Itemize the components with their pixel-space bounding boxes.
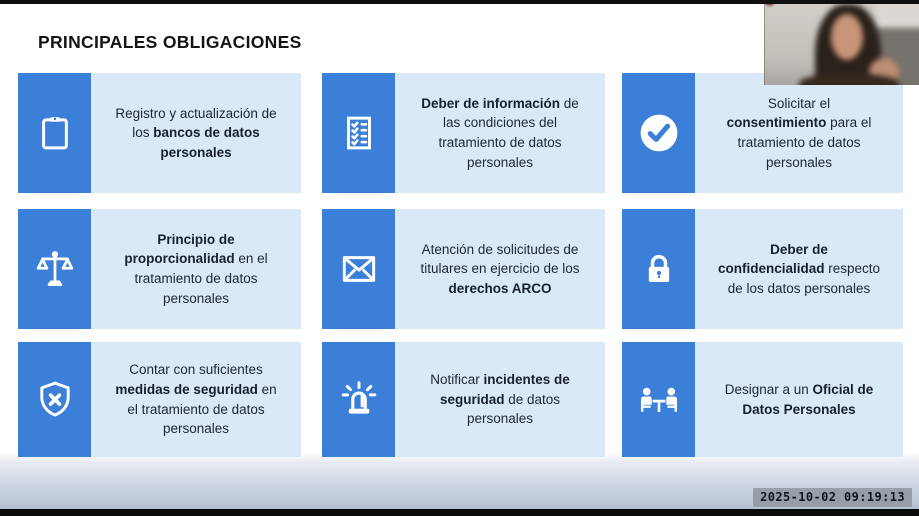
presenter-face [831,14,863,60]
checklist-icon [322,73,395,193]
obligation-text: Atención de solicitudes de titulares en ejercicio de los derechos ARCO [420,241,580,296]
obligations-grid [18,73,903,457]
obligation-card [322,73,605,193]
webcam-video [764,0,919,85]
top-letterbox-bar [0,0,919,4]
lock-icon [622,209,695,329]
scales-icon [18,209,91,329]
obligation-text: Designar a un Oficial de Datos Personales [724,381,874,417]
obligation-card [322,209,605,329]
siren-icon [322,342,395,457]
obligation-text: Notificar incidentes de seguridad de datos personales [430,372,570,427]
webcam-background-wall [877,0,919,30]
slide-title: PRINCIPALES OBLIGACIONES [38,32,302,52]
obligation-text: Registro y actualización de los bancos de datos personales [115,105,277,160]
obligation-text: Contar con suficientes medidas de seguridad en el tratamiento de datos personales [115,362,277,437]
presenter-shoulders [799,74,899,85]
obligation-card [18,209,301,329]
envelope-icon [322,209,395,329]
obligation-text: Solicitar el consentimiento para el tratamiento de datos personales [726,95,872,170]
clipboard-icon [18,73,91,193]
recording-timestamp: 2025-10-02 09:19:13 [753,488,912,507]
shield-x-icon [18,342,91,457]
check-circle-icon [622,73,695,193]
obligation-text: Principio de proporcionalidad en el tratamiento de datos personales [124,231,268,306]
bottom-letterbox-bar [0,509,919,516]
obligation-text: Deber de información de las condiciones del tratamiento de datos personales [421,95,579,170]
obligation-card [18,342,301,457]
obligation-card [622,209,903,329]
obligation-text: Deber de confidencialidad respecto de los datos personales [717,241,881,296]
obligation-card [322,342,605,457]
people-desk-icon [622,342,695,457]
obligation-card [622,73,903,193]
obligation-card [18,73,301,193]
obligation-card [622,342,903,457]
